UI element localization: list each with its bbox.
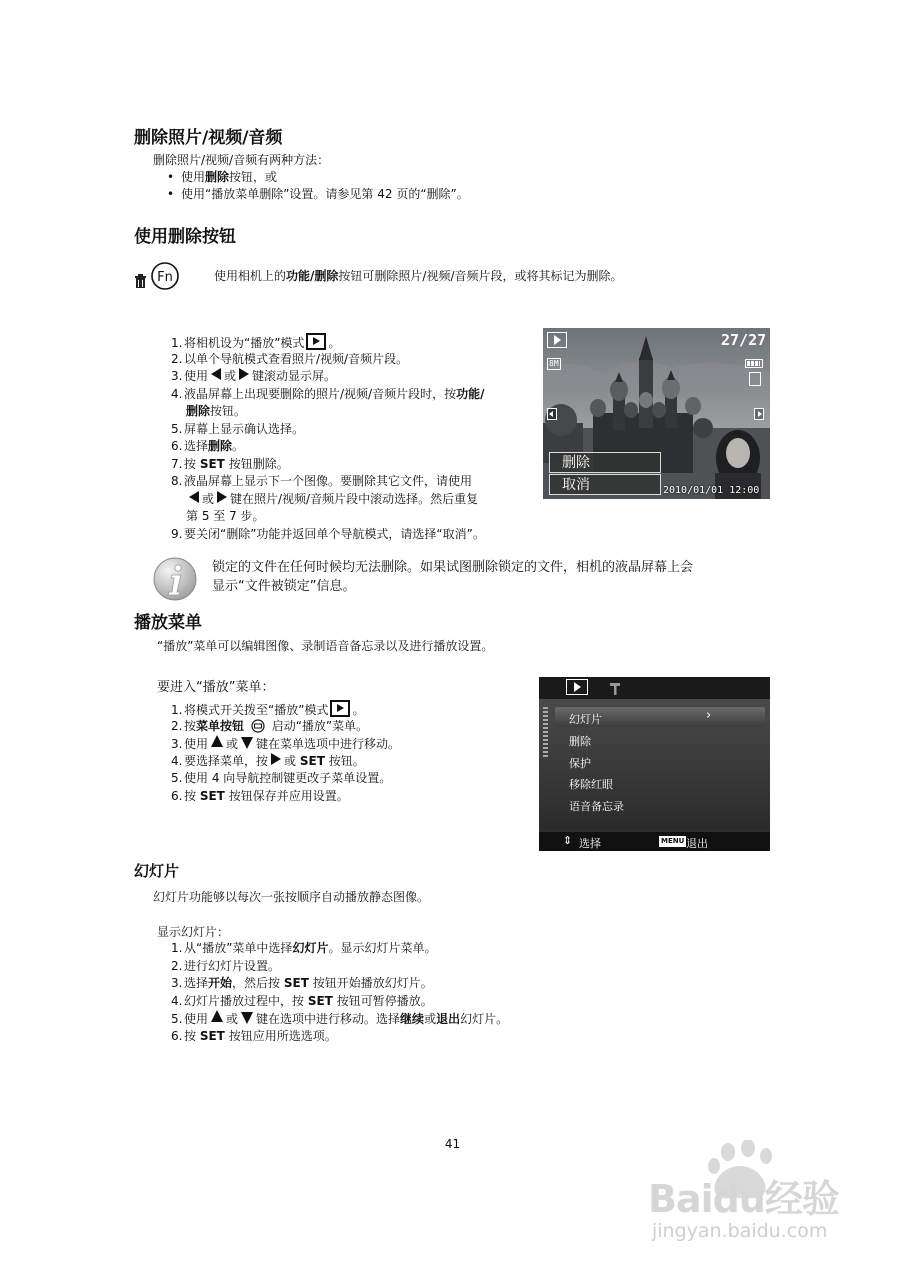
list-item: 3. 使用 或 键滚动显示屏。 <box>171 369 337 383</box>
list-item: 1. 从“播放”菜单中选择幻灯片。显示幻灯片菜单。 <box>171 941 437 955</box>
list-item: 2. 以单个导航模式查看照片/视频/音频片段。 <box>171 351 409 366</box>
right-arrow-icon <box>239 368 249 380</box>
play-mode-icon <box>547 332 567 348</box>
setup-tab-icon[interactable] <box>609 681 621 695</box>
list-item: 1. 将模式开关拨至“播放”模式 。 <box>171 700 400 718</box>
list-item: 7. 按 SET 按钮删除。 <box>171 456 289 471</box>
list-item: 5. 使用 4 向导航控制键更改子菜单设置。 <box>171 771 392 785</box>
list-item: 4. 幻灯片播放过程中，按 SET 按钮可暂停播放。 <box>171 993 433 1008</box>
list-item: 3. 选择开始，然后按 SET 按钮开始播放幻灯片。 <box>171 976 433 990</box>
slideshow-lead: 显示幻灯片： <box>157 925 230 939</box>
section-title-delete: 删除照片/视频/音频 <box>134 128 283 148</box>
left-nav-icon <box>547 408 557 420</box>
list-item: 1. 将相机设为“播放”模式 。 <box>171 333 485 351</box>
slideshow-steps <box>171 940 508 1045</box>
section-title-delete-button: 使用删除按钮 <box>134 227 236 247</box>
fn-delete-button-icon <box>134 262 182 292</box>
list-item: 删除按钮。 <box>186 404 247 418</box>
list-item: • 使用“播放菜单删除”设置。请参见第 42 页的“删除”。 <box>167 186 469 203</box>
right-arrow-icon <box>217 491 227 503</box>
list-item: 6. 选择删除。 <box>171 439 245 453</box>
list-item: 4. 液晶屏幕上出现要删除的照片/视频/音频片段时，按功能/ <box>171 386 485 401</box>
baidu-watermark <box>640 1140 850 1270</box>
delete-methods-list <box>167 169 469 203</box>
playback-menu-intro: “播放”菜单可以编辑图像、录制语音备忘录以及进行播放设置。 <box>157 639 494 653</box>
fn-button-note: 使用相机上的功能/删除按钮可删除照片/视频/音频片段，或将其标记为删除。 <box>214 269 623 283</box>
up-arrow-icon <box>211 735 223 747</box>
play-mode-icon <box>330 700 350 717</box>
watermark-brand: Baidu经验 <box>648 1177 839 1221</box>
footer-exit-label: 退出 <box>686 837 708 850</box>
image-counter: 27/27 <box>721 331 767 349</box>
list-item: 第 5 至 7 步。 <box>186 509 265 523</box>
list-item: 4. 要选择菜单，按 或 SET 按钮。 <box>171 753 365 768</box>
down-arrow-icon <box>241 1012 253 1024</box>
menu-button-icon <box>251 719 265 733</box>
play-mode-icon <box>306 333 326 350</box>
menu-option-delete[interactable]: 删除 <box>549 452 661 473</box>
slideshow-intro: 幻灯片功能够以每次一张按顺序自动播放静态图像。 <box>153 890 430 904</box>
watermark-url: jingyan.baidu.com <box>652 1220 828 1242</box>
menu-item-delete[interactable]: 删除 <box>569 735 591 748</box>
list-item: 5. 屏幕上显示确认选择。 <box>171 421 305 436</box>
submenu-arrow-icon: › <box>706 708 712 723</box>
list-item: 6. 按 SET 按钮保存并应用设置。 <box>171 788 349 803</box>
datetime-stamp: 2010/01/01 12:00 <box>663 485 760 496</box>
menu-option-cancel[interactable]: 取消 <box>549 474 661 495</box>
delete-intro: 删除照片/视频/音频有两种方法： <box>153 153 330 167</box>
play-tab-icon[interactable] <box>566 679 588 695</box>
memory-card-icon <box>749 372 761 386</box>
up-down-select-icon: ⇕ <box>563 834 573 847</box>
locked-file-note: 锁定的文件在任何时候均无法删除。如果试图删除锁定的文件，相机的液晶屏幕上会 显示“文件被锁定”信息。 <box>212 560 694 594</box>
left-arrow-icon <box>189 491 199 503</box>
list-item: 2. 进行幻灯片设置。 <box>171 958 281 973</box>
menu-footer-bar <box>539 832 770 851</box>
info-icon <box>152 556 198 602</box>
list-item: 2. 按菜单按钮 启动“播放”菜单。 <box>171 718 369 733</box>
menu-item-protect[interactable]: 保护 <box>569 757 591 770</box>
footer-select-label: 选择 <box>579 837 601 850</box>
list-item: • 使用删除按钮，或 <box>167 169 469 186</box>
playback-menu-lead: 要进入“播放”菜单： <box>157 680 275 695</box>
down-arrow-icon <box>241 737 253 749</box>
page-number: 41 <box>444 1137 461 1151</box>
list-item: 5. 使用 或 键在选项中进行移动。选择继续或退出幻灯片。 <box>171 1012 509 1026</box>
right-arrow-icon <box>271 753 281 765</box>
camera-playback-menu-screen <box>539 677 770 851</box>
right-nav-icon <box>754 408 764 420</box>
section-title-playback-menu: 播放菜单 <box>134 613 202 633</box>
list-item: 9. 要关闭“删除”功能并返回单个导航模式，请选择“取消”。 <box>171 526 485 541</box>
battery-icon <box>745 359 763 368</box>
resolution-badge: 8M <box>549 359 559 368</box>
left-arrow-icon <box>211 368 221 380</box>
menu-item-red-eye-removal[interactable]: 移除红眼 <box>569 778 613 791</box>
svg-text:Fn: Fn <box>157 270 173 285</box>
camera-delete-screen <box>543 328 770 499</box>
menu-item-voice-memo[interactable]: 语音备忘录 <box>569 800 624 813</box>
section-title-slideshow: 幻灯片 <box>134 862 180 880</box>
list-item: 3. 使用 或 键在菜单选项中进行移动。 <box>171 737 401 751</box>
menu-item-slideshow[interactable]: 幻灯片 <box>569 713 602 726</box>
scroll-indicator <box>543 707 548 757</box>
list-item: 8. 液晶屏幕上显示下一个图像。要删除其它文件，请使用 <box>171 474 473 488</box>
list-item: 或 键在照片/视频/音频片段中滚动选择。然后重复 <box>171 491 485 509</box>
delete-steps-list <box>171 333 485 543</box>
menu-key-badge: MENU <box>661 837 685 845</box>
playback-menu-steps <box>171 700 400 805</box>
list-item: 6. 按 SET 按钮应用所选选项。 <box>171 1028 337 1043</box>
up-arrow-icon <box>211 1010 223 1022</box>
